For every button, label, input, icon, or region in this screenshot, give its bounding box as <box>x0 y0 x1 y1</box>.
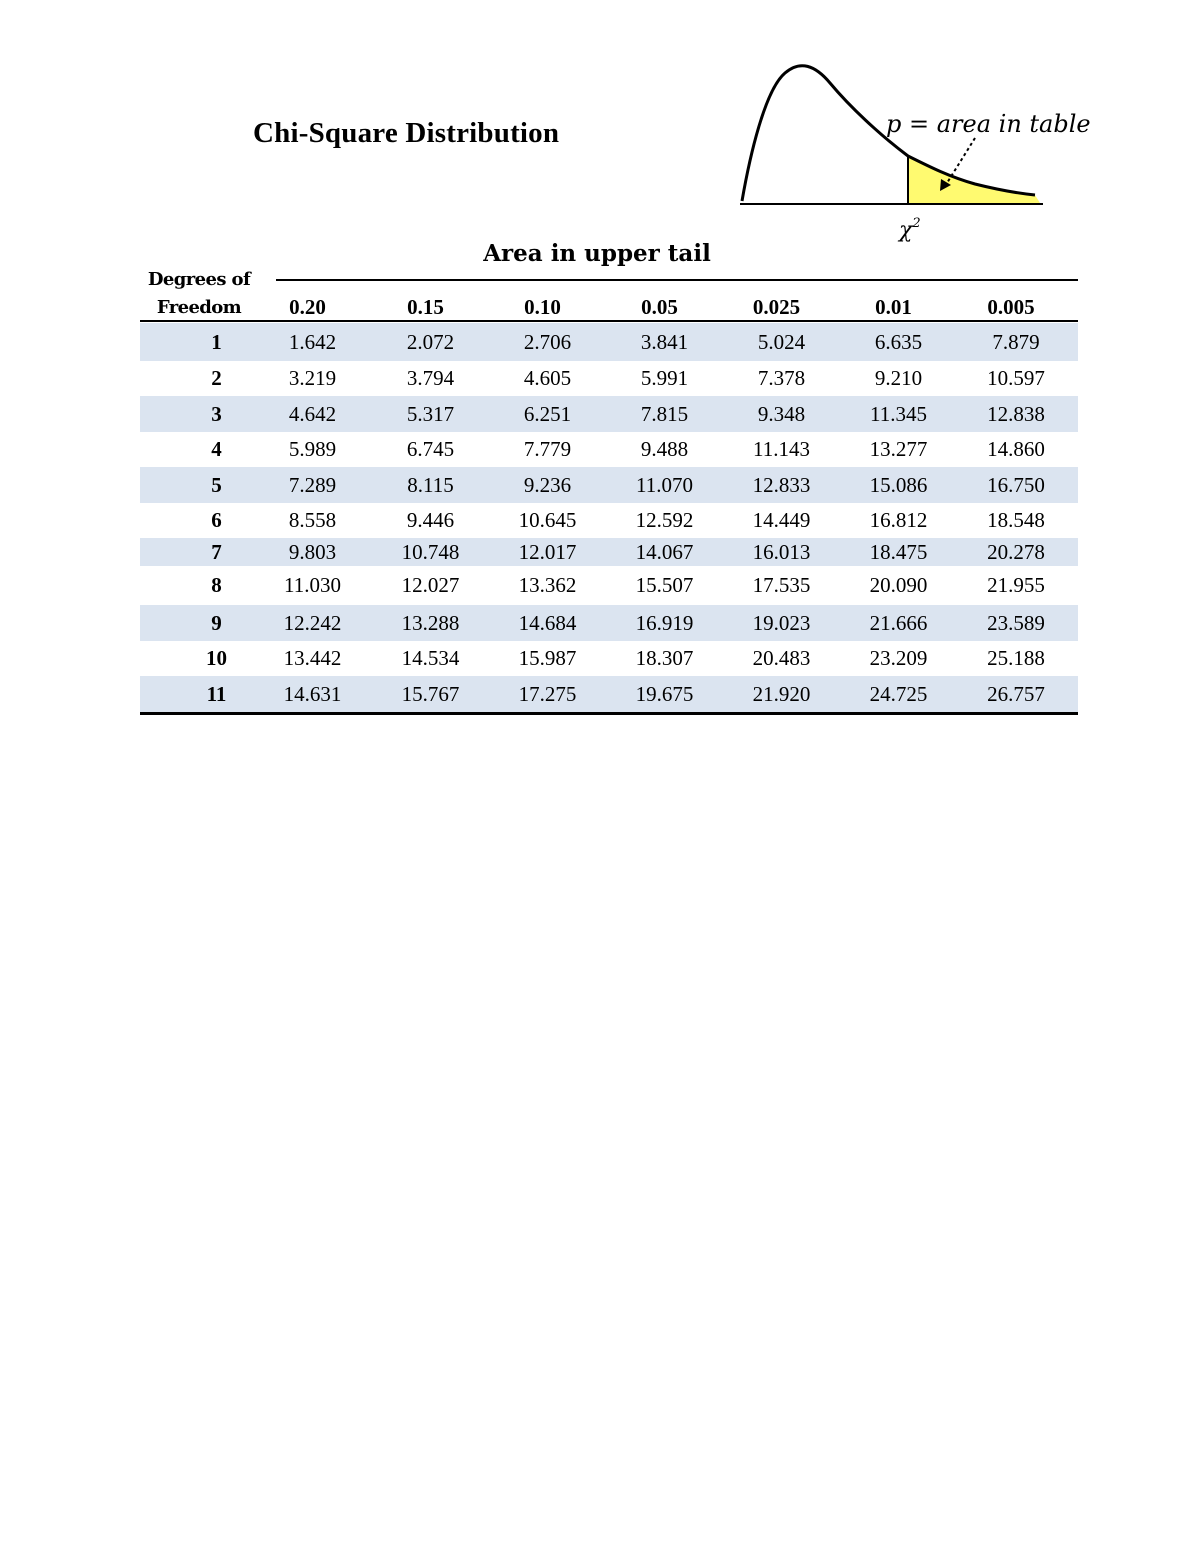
critical-value-cell: 21.955 <box>987 573 1045 597</box>
critical-value-cell: 6.251 <box>523 401 572 426</box>
critical-value-cell: 5.991 <box>640 366 689 390</box>
critical-value-cell: 10.645 <box>518 508 577 532</box>
critical-value-cell: 7.378 <box>757 366 806 390</box>
critical-value-cell: 12.242 <box>283 610 342 635</box>
critical-value-cell: 26.757 <box>987 681 1045 706</box>
critical-value-cell: 8.558 <box>288 508 337 532</box>
critical-value-cell: 9.803 <box>288 539 337 564</box>
table-row <box>140 432 1078 467</box>
degrees-of-freedom-cell: 11 <box>206 681 227 706</box>
critical-value-cell: 11.345 <box>870 401 927 426</box>
group-header-rule <box>276 279 1078 281</box>
critical-value-cell: 7.879 <box>992 329 1040 354</box>
critical-value-cell: 10.597 <box>987 366 1045 390</box>
critical-value-cell: 14.534 <box>401 646 460 670</box>
critical-value-cell: 16.750 <box>987 472 1045 497</box>
column-header: 0.20 <box>289 295 326 319</box>
critical-value-cell: 17.535 <box>752 573 811 597</box>
critical-value-cell: 15.086 <box>869 472 928 497</box>
critical-value-cell: 1.642 <box>288 329 337 354</box>
critical-value-cell: 19.023 <box>752 610 811 635</box>
critical-value-cell: 14.067 <box>635 539 694 564</box>
critical-value-cell: 3.841 <box>640 329 689 354</box>
table-row <box>140 605 1078 641</box>
critical-value-cell: 5.317 <box>406 401 455 426</box>
critical-value-cell: 18.307 <box>635 646 694 670</box>
critical-value-cell: 12.838 <box>987 401 1045 426</box>
table-row <box>140 323 1078 361</box>
critical-value-cell: 15.507 <box>635 573 694 597</box>
critical-value-cell: 6.635 <box>874 329 923 354</box>
critical-value-cell: 14.449 <box>752 508 811 532</box>
critical-value-cell: 11.143 <box>753 437 810 461</box>
critical-value-cell: 23.589 <box>987 610 1045 635</box>
table-row <box>140 503 1078 538</box>
column-header: 0.10 <box>524 295 561 319</box>
critical-value-cell: 2.072 <box>406 329 455 354</box>
degrees-of-freedom-cell: 5 <box>211 472 222 497</box>
critical-value-cell: 4.642 <box>288 401 337 426</box>
critical-value-cell: 13.277 <box>869 437 928 461</box>
critical-value-cell: 21.666 <box>869 610 928 635</box>
degrees-of-freedom-cell: 7 <box>211 539 222 564</box>
table-row <box>140 396 1078 432</box>
critical-value-cell: 15.767 <box>401 681 460 706</box>
critical-value-cell: 15.987 <box>518 646 577 670</box>
critical-value-cell: 16.919 <box>635 610 694 635</box>
column-headers <box>140 293 1078 321</box>
degrees-of-freedom-cell: 3 <box>211 401 222 426</box>
critical-value-cell: 7.815 <box>640 401 689 426</box>
chi-square-curve-figure <box>730 55 1110 255</box>
column-header: 0.15 <box>407 295 444 319</box>
area-in-upper-tail-header: Area in upper tail <box>483 240 711 267</box>
column-header: 0.01 <box>875 295 912 319</box>
critical-value-cell: 16.812 <box>869 508 928 532</box>
axis-label: $\chi^2$ <box>899 216 921 243</box>
critical-value-cell: 18.475 <box>869 539 928 564</box>
critical-value-cell: 5.024 <box>757 329 806 354</box>
critical-value-cell: 12.833 <box>752 472 811 497</box>
critical-value-cell: 14.631 <box>283 681 342 706</box>
critical-value-cell: 7.779 <box>523 437 572 461</box>
critical-value-cell: 23.209 <box>869 646 928 670</box>
critical-value-cell: 3.794 <box>406 366 455 390</box>
critical-value-cell: 7.289 <box>288 472 337 497</box>
critical-value-cell: 19.675 <box>635 681 694 706</box>
dof-header-line2: Freedom <box>156 297 242 318</box>
critical-value-cell: 20.090 <box>869 573 928 597</box>
critical-value-cell: 13.288 <box>401 610 460 635</box>
degrees-of-freedom-cell: 10 <box>206 646 227 670</box>
critical-value-cell: 3.219 <box>288 366 337 390</box>
critical-value-cell: 12.027 <box>401 573 460 597</box>
critical-value-cell: 9.488 <box>640 437 689 461</box>
table-row <box>140 467 1078 503</box>
degrees-of-freedom-cell: 4 <box>211 437 222 461</box>
critical-value-cell: 9.446 <box>406 508 455 532</box>
upper-tail-area <box>908 156 1040 203</box>
critical-value-cell: 9.210 <box>874 366 923 390</box>
degrees-of-freedom-cell: 9 <box>211 610 222 635</box>
critical-value-cell: 12.017 <box>518 539 577 564</box>
table-row <box>140 538 1078 566</box>
critical-value-cell: 5.989 <box>288 437 337 461</box>
critical-value-cell: 4.605 <box>523 366 572 390</box>
critical-value-cell: 13.362 <box>518 573 577 597</box>
header-rule <box>140 320 1078 322</box>
degrees-of-freedom-cell: 8 <box>211 573 222 597</box>
critical-value-cell: 13.442 <box>283 646 342 670</box>
critical-value-cell: 14.860 <box>987 437 1045 461</box>
dof-header-line1: Degrees of <box>147 269 251 290</box>
critical-value-cell: 9.236 <box>523 472 572 497</box>
critical-value-cell: 2.706 <box>523 329 572 354</box>
table-row <box>140 676 1078 712</box>
critical-value-cell: 10.748 <box>401 539 460 564</box>
critical-value-cell: 11.030 <box>284 573 341 597</box>
table-row <box>140 641 1078 676</box>
critical-value-cell: 12.592 <box>635 508 694 532</box>
critical-value-cell: 17.275 <box>518 681 577 706</box>
critical-value-cell: 21.920 <box>752 681 811 706</box>
critical-value-cell: 16.013 <box>752 539 811 564</box>
critical-value-cell: 11.070 <box>636 472 693 497</box>
degrees-of-freedom-cell: 6 <box>211 508 222 532</box>
critical-value-cell: 18.548 <box>987 508 1045 532</box>
page-title: Chi-Square Distribution <box>253 117 560 149</box>
critical-value-cell: 24.725 <box>869 681 928 706</box>
column-header: 0.005 <box>987 295 1035 319</box>
critical-value-cell: 25.188 <box>987 646 1045 670</box>
column-header: 0.05 <box>641 295 678 319</box>
critical-value-cell: 20.278 <box>987 539 1045 564</box>
table-bottom-rule <box>140 712 1078 715</box>
critical-value-cell: 14.684 <box>518 610 577 635</box>
critical-value-cell: 6.745 <box>406 437 455 461</box>
degrees-of-freedom-cell: 1 <box>211 329 222 354</box>
table-row <box>140 566 1078 605</box>
critical-value-cell: 20.483 <box>752 646 811 670</box>
critical-value-cell: 9.348 <box>757 401 806 426</box>
column-header: 0.025 <box>752 295 801 319</box>
annotation-label: p = area in table <box>886 110 1091 138</box>
table-row <box>140 361 1078 396</box>
critical-value-cell: 8.115 <box>407 472 454 497</box>
degrees-of-freedom-cell: 2 <box>211 366 222 390</box>
